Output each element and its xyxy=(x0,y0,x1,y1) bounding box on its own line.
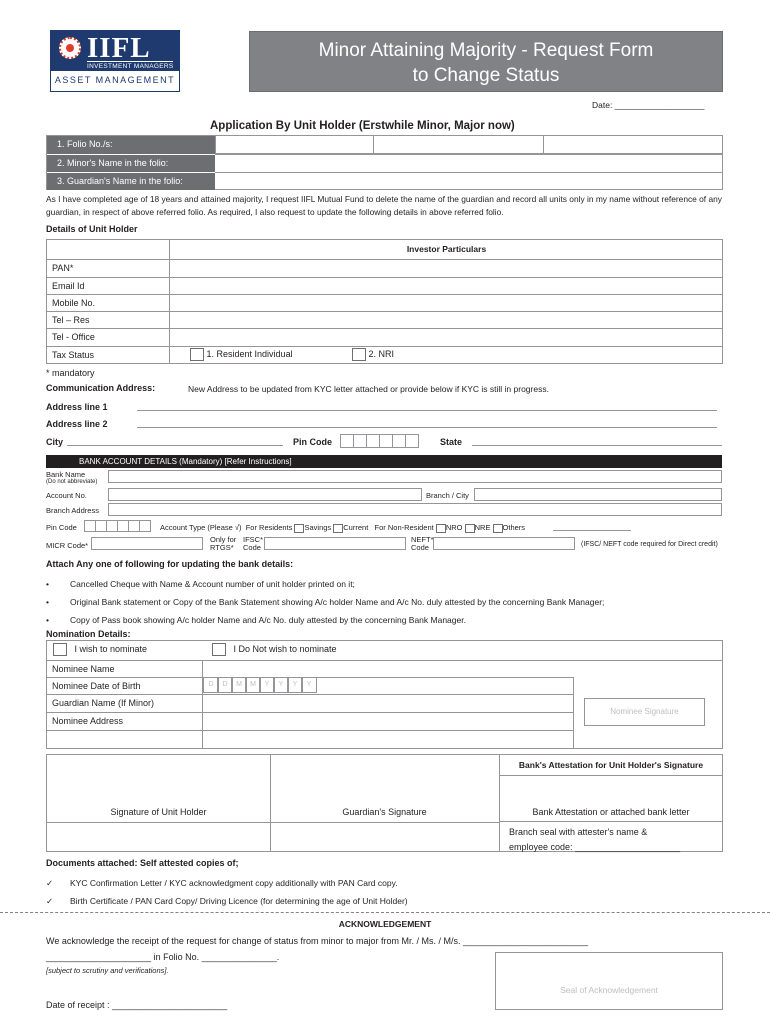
guardian-minor-label: Guardian Name (If Minor) xyxy=(52,698,155,708)
resident-checkbox[interactable] xyxy=(190,348,204,361)
list-item: ✓ Birth Certificate / PAN Card Copy/ Driving Licence (for determining the age of Unit Holder) xyxy=(46,892,408,910)
branch-seal-note: Branch seal with attester's name & employee code: _____________________ xyxy=(509,827,681,852)
guardian-name-field[interactable] xyxy=(215,172,723,190)
tax-resident-option[interactable]: 1. Resident Individual xyxy=(190,348,293,361)
ack-subject: [subject to scrutiny and verifications]. xyxy=(46,966,169,975)
address-line-2-label: Address line 2 xyxy=(46,419,108,429)
bank-header: BANK ACCOUNT DETAILS (Mandatory) [Refer Instructions] xyxy=(46,455,722,468)
investor-table xyxy=(46,239,723,364)
minor-name-label: 2. Minor's Name in the folio: xyxy=(47,154,215,172)
ifsc-label: IFSC* Code xyxy=(243,535,264,552)
declaration: As I have completed age of 18 years and attained majority, I request IIFL Mutual Fund to delete the name of the guardian and record all units only in my name without reference of any guardian, in respect of above referred folio. As required, I also request to update the following details in above referred folio. xyxy=(46,194,722,217)
attach-list xyxy=(46,575,726,629)
ifsc-field[interactable] xyxy=(264,537,406,550)
city-field[interactable] xyxy=(67,436,283,446)
ifsc-note: (IFSC/ NEFT code required for Direct credit) xyxy=(581,541,718,548)
account-no-field[interactable] xyxy=(108,488,422,501)
nri-checkbox[interactable] xyxy=(352,348,366,361)
nominee-name-label: Nominee Name xyxy=(52,664,115,674)
documents-list xyxy=(46,874,408,910)
neft-label: NEFT* Code xyxy=(411,535,434,552)
city-label: City xyxy=(46,437,64,447)
state-field[interactable] xyxy=(472,436,722,446)
comm-note: New Address to be updated from KYC letter attached or provide below if KYC is still in progress. xyxy=(188,384,549,394)
nomination-table xyxy=(46,640,723,749)
list-item: • Cancelled Cheque with Name & Account number of unit holder printed on it; xyxy=(46,579,355,589)
account-no-label: Account No. xyxy=(46,491,87,500)
ack-title: ACKNOWLEDGEMENT xyxy=(338,919,432,929)
address-line-2-field[interactable] xyxy=(137,418,717,428)
comm-label: Communication Address: xyxy=(46,383,156,393)
signature-table xyxy=(46,754,723,852)
no-abbrev-note: (Do not abbreviate) xyxy=(46,479,98,485)
mandatory-note: * mandatory xyxy=(46,368,95,378)
others-field[interactable] xyxy=(553,522,631,531)
tax-nri-option[interactable]: 2. NRI xyxy=(352,348,394,361)
bank-attest-text: Bank Attestation or attached bank letter xyxy=(532,807,690,817)
nominee-signature-box[interactable]: Nominee Signature xyxy=(584,698,705,726)
not-wish-checkbox[interactable] xyxy=(212,643,226,656)
logo-sub: INVESTMENT MANAGERS xyxy=(87,63,174,70)
micr-label: MICR Code* xyxy=(46,541,89,550)
list-item: ✓ KYC Confirmation Letter / KYC acknowledgment copy additionally with PAN Card copy. xyxy=(46,874,408,892)
bank-pin-boxes[interactable] xyxy=(84,520,150,534)
folio-table xyxy=(46,135,723,190)
folio-field-1[interactable] xyxy=(215,135,374,154)
folio-field-2[interactable] xyxy=(373,135,544,154)
bank-name-field[interactable] xyxy=(108,470,722,483)
cut-line xyxy=(0,912,770,913)
check-icon: ✓ xyxy=(46,896,54,906)
branch-city-label: Branch / City xyxy=(426,491,469,500)
email-row[interactable]: Email Id xyxy=(47,277,723,294)
bank-pin-label: Pin Code xyxy=(46,523,77,532)
minor-name-field[interactable] xyxy=(215,154,723,172)
date-field[interactable]: Date: ___________________ xyxy=(592,100,705,110)
date-of-receipt[interactable]: Date of receipt : _______________________ xyxy=(46,1000,228,1010)
state-label: State xyxy=(440,437,463,447)
logo-mark-icon xyxy=(59,37,81,59)
logo-brand: IIFL xyxy=(87,32,151,64)
ack-line-1: We acknowledge the receipt of the request for change of status from minor to major from Mr. / Ms. / M/s. _________________________ xyxy=(46,936,589,946)
tel-office-row[interactable]: Tel - Office xyxy=(47,328,723,346)
nre-checkbox[interactable] xyxy=(465,524,475,533)
branch-address-label: Branch Address xyxy=(46,506,99,515)
check-icon: ✓ xyxy=(46,878,54,888)
nominee-address-label: Nominee Address xyxy=(52,716,124,726)
bank-name-label: Bank Name xyxy=(46,470,86,479)
list-item: • Copy of Pass book showing A/c holder Name and A/c No. duly attested by the concerning Bank Manager. xyxy=(46,615,466,625)
pan-row[interactable]: PAN* xyxy=(47,259,723,277)
dob-boxes[interactable]: D D M M Y Y Y Y xyxy=(203,677,315,693)
account-type: Account Type (Please √) For Residents Savings Current For Non-Resident NRO NRE Others xyxy=(160,523,526,532)
address-line-1-field[interactable] xyxy=(137,401,717,411)
seal-box: Seal of Acknowledgement xyxy=(495,952,723,1010)
form-title: Minor Attaining Majority - Request Form to Change Status xyxy=(249,31,723,92)
details-title: Details of Unit Holder xyxy=(46,224,138,234)
section-title: Application By Unit Holder (Erstwhile Minor, Major now) xyxy=(210,120,515,132)
branch-address-field[interactable] xyxy=(108,503,722,516)
logo xyxy=(50,30,180,92)
folio-no-label: 1. Folio No./s: xyxy=(47,136,215,154)
guardian-signature[interactable]: Guardian's Signature xyxy=(342,807,427,817)
investor-header: Investor Particulars xyxy=(169,240,723,259)
mobile-row[interactable]: Mobile No. xyxy=(47,294,723,311)
unit-holder-signature[interactable]: Signature of Unit Holder xyxy=(110,807,207,817)
nro-checkbox[interactable] xyxy=(436,524,446,533)
guardian-name-label: 3. Guardian's Name in the folio: xyxy=(47,172,215,190)
savings-checkbox[interactable] xyxy=(294,524,304,533)
rtgs-label: Only for RTGS* xyxy=(210,535,237,552)
tax-status-row: Tax Status xyxy=(47,346,723,364)
tel-res-row[interactable]: Tel – Res xyxy=(47,311,723,328)
documents-title: Documents attached: Self attested copies of; xyxy=(46,858,239,868)
micr-field[interactable] xyxy=(91,537,203,550)
pin-boxes[interactable] xyxy=(340,434,418,450)
logo-division: ASSET MANAGEMENT xyxy=(54,75,176,85)
wish-checkbox[interactable] xyxy=(53,643,67,656)
current-checkbox[interactable] xyxy=(333,524,343,533)
not-wish-option[interactable]: I Do Not wish to nominate xyxy=(212,643,337,656)
address-line-1-label: Address line 1 xyxy=(46,402,108,412)
neft-field[interactable] xyxy=(433,537,575,550)
attach-title: Attach Any one of following for updating the bank details: xyxy=(46,559,294,569)
branch-city-field[interactable] xyxy=(474,488,722,501)
others-checkbox[interactable] xyxy=(493,524,503,533)
nomination-title: Nomination Details: xyxy=(46,629,131,639)
folio-field-3[interactable] xyxy=(543,135,723,154)
bank-attest-header: Bank's Attestation for Unit Holder's Signature xyxy=(499,755,723,776)
pin-label: Pin Code xyxy=(293,437,333,447)
nominee-dob-label: Nominee Date of Birth xyxy=(52,681,141,691)
ack-line-2: _____________________ in Folio No. _______________. xyxy=(46,952,280,962)
list-item: • Original Bank statement or Copy of the Bank Statement showing A/c holder Name and A/c No. duly attested by the concerning Bank Manager; xyxy=(46,597,605,607)
wish-option[interactable]: I wish to nominate xyxy=(53,643,147,656)
